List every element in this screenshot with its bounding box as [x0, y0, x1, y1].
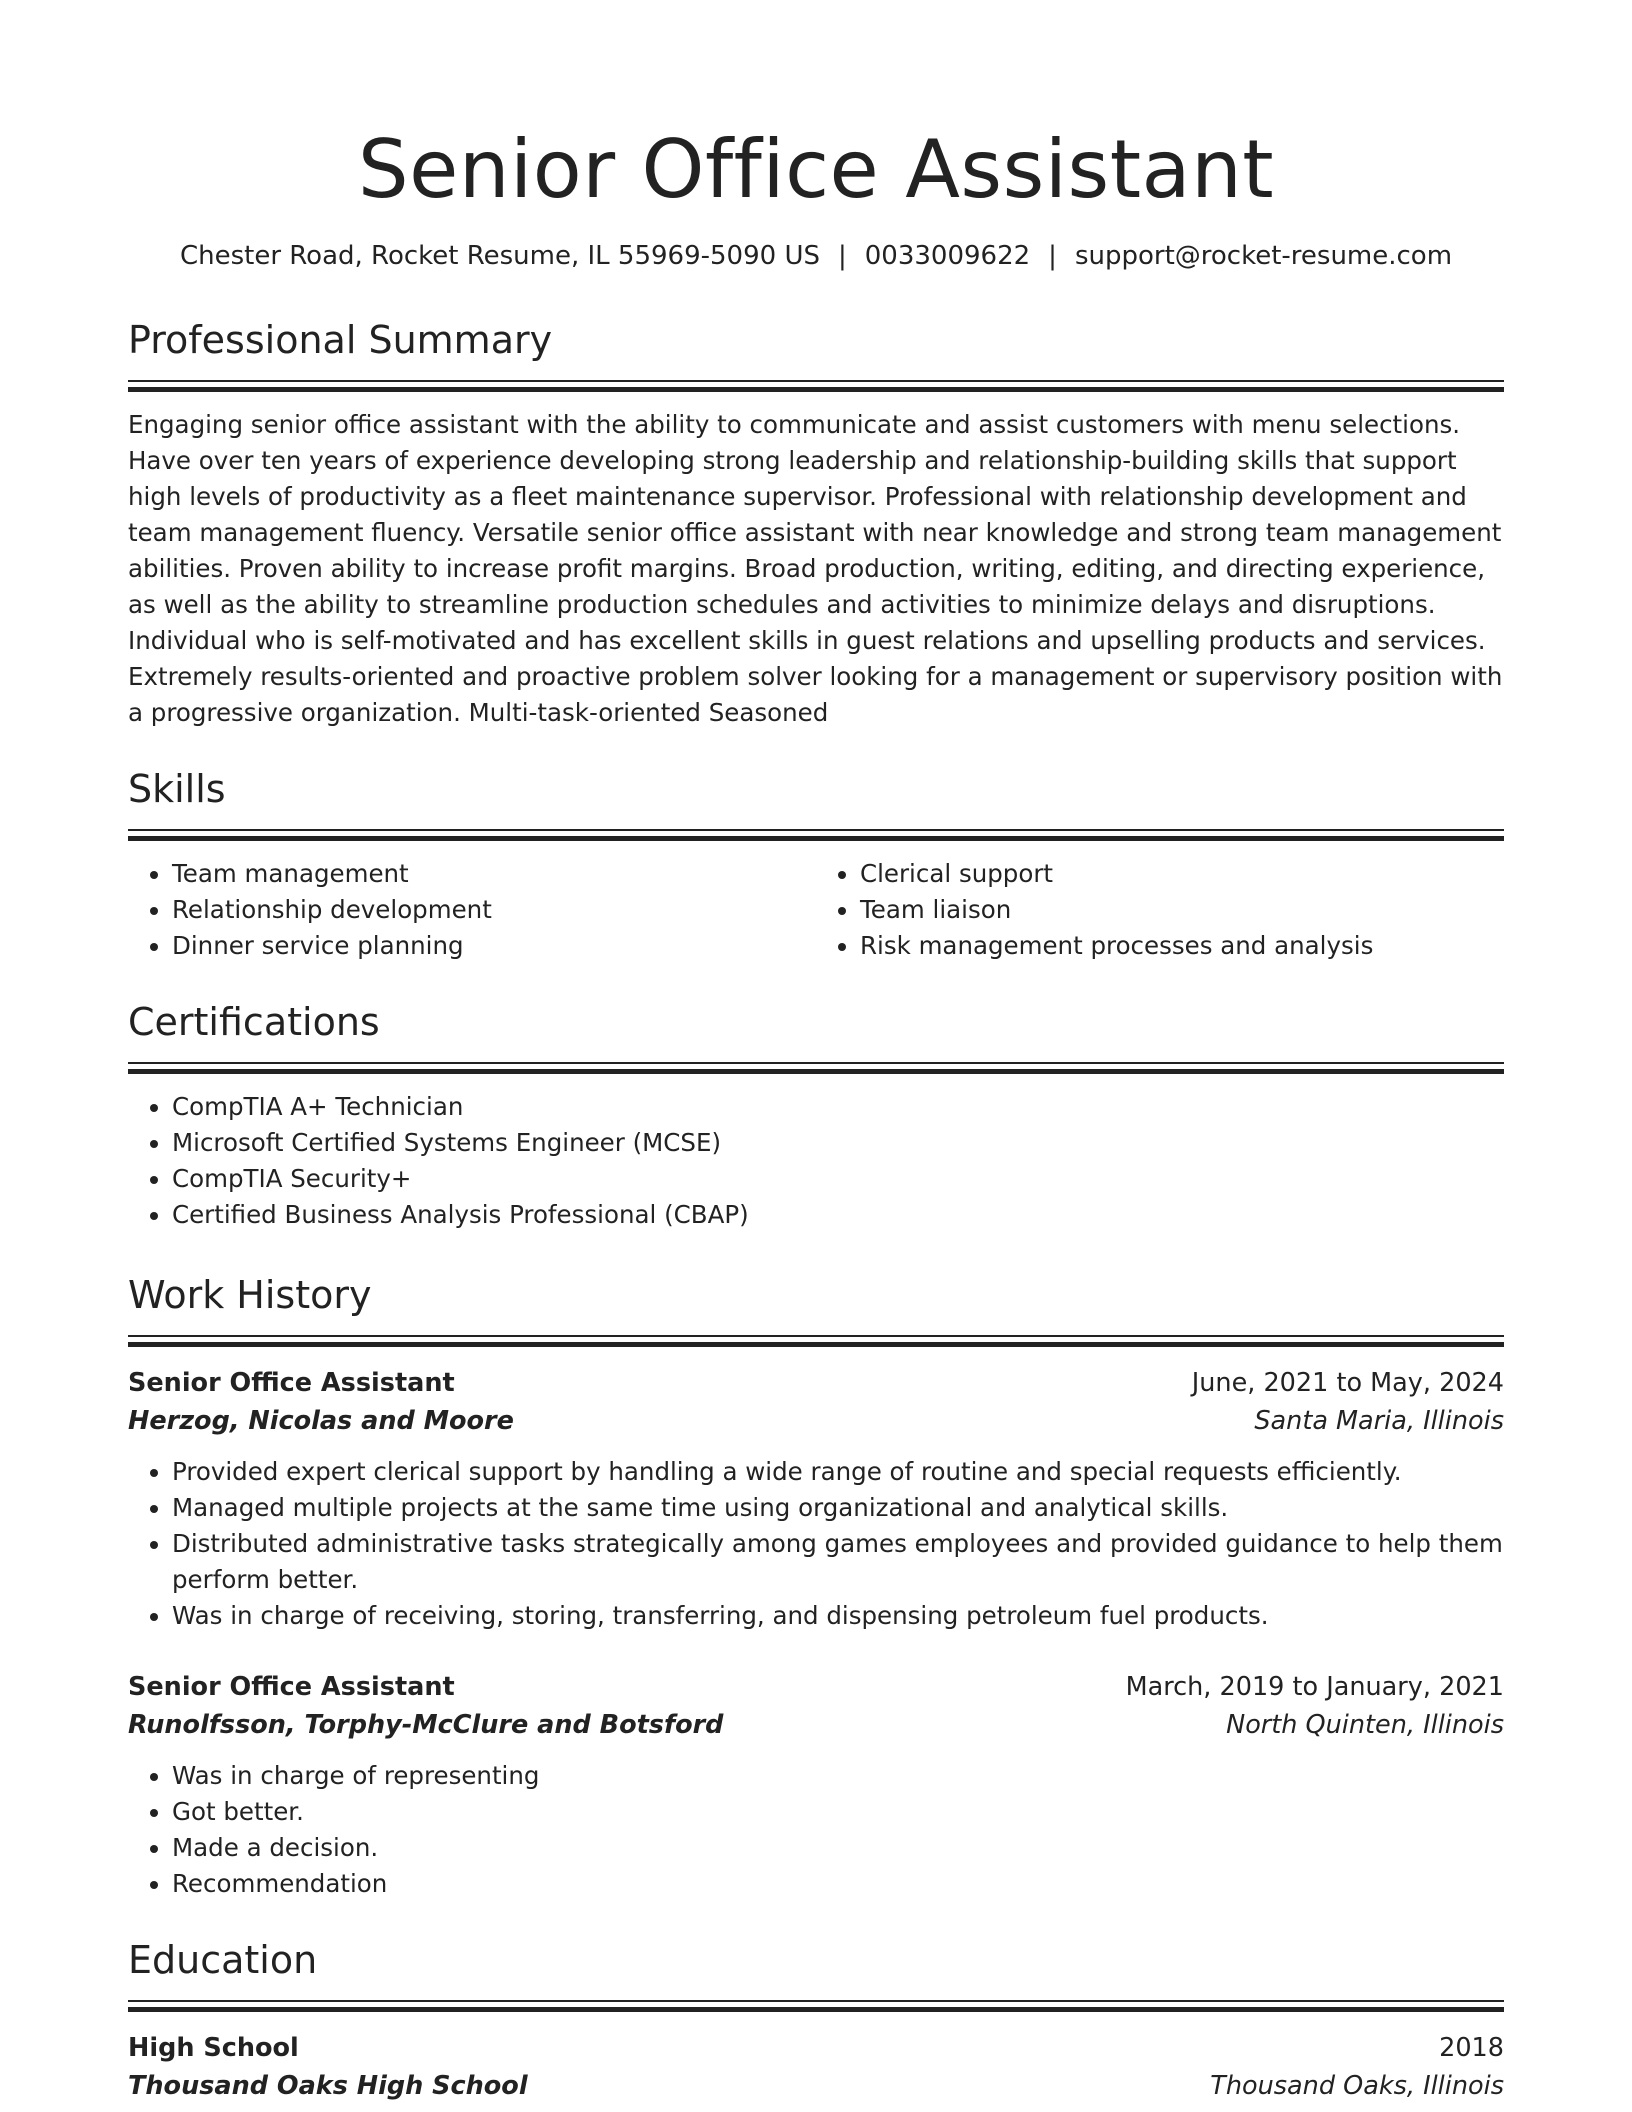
skills-section	[128, 765, 1504, 964]
skill-item: • Dinner service planning	[172, 928, 816, 964]
education-degree: High School	[128, 2033, 299, 2063]
summary-section	[128, 316, 1504, 731]
job-entry	[128, 1668, 1504, 1902]
contact-email: support@rocket-resume.com	[1074, 241, 1453, 271]
certification-item: • Certified Business Analysis Professional (CBAP)	[172, 1197, 1504, 1233]
job-company-row	[128, 1402, 1504, 1440]
education-header-row	[128, 2029, 1504, 2067]
certifications-section	[128, 998, 1504, 1233]
skill-item: • Relationship development	[172, 892, 816, 928]
work-history-section	[128, 1271, 1504, 1902]
job-company: Runolfsson, Torphy-McClure and Botsford	[128, 1710, 724, 1740]
certification-item: • Microsoft Certified Systems Engineer (MCSE)	[172, 1125, 1504, 1161]
education-section	[128, 1936, 1504, 2105]
section-divider	[128, 2000, 1504, 2013]
section-divider	[128, 380, 1504, 393]
section-title: Work History	[128, 1273, 372, 1317]
skill-item: • Team management	[172, 856, 816, 892]
skill-item: • Clerical support	[860, 856, 1504, 892]
skills-right-list	[816, 856, 1504, 964]
section-title: Professional Summary	[128, 318, 553, 362]
contact-line	[128, 238, 1504, 274]
job-bullet: • Recommendation	[172, 1866, 1504, 1902]
job-bullet: • Managed multiple projects at the same time using organizational and analytical skills.	[172, 1490, 1504, 1526]
skill-item: • Risk management processes and analysis	[860, 928, 1504, 964]
job-location: Santa Maria, Illinois	[1254, 1406, 1504, 1436]
job-location: North Quinten, Illinois	[1226, 1710, 1504, 1740]
contact-separator: |	[1048, 241, 1057, 271]
section-title: Skills	[128, 767, 226, 811]
job-bullet: • Provided expert clerical support by handling a wide range of routine and special requests efficiently.	[172, 1454, 1504, 1490]
job-bullet: • Got better.	[172, 1794, 1504, 1830]
job-bullet: • Made a decision.	[172, 1830, 1504, 1866]
education-school: Thousand Oaks High School	[128, 2071, 528, 2101]
contact-address: Chester Road, Rocket Resume, IL 55969-5090 US	[179, 241, 820, 271]
education-year: 2018	[1439, 2033, 1504, 2063]
education-school-row	[128, 2067, 1504, 2105]
job-position: Senior Office Assistant	[128, 1368, 455, 1398]
job-company: Herzog, Nicolas and Moore	[128, 1406, 514, 1436]
job-header-row	[128, 1364, 1504, 1402]
certification-item: • CompTIA Security+	[172, 1161, 1504, 1197]
skill-item: • Team liaison	[860, 892, 1504, 928]
job-company-row	[128, 1706, 1504, 1744]
job-bullet: • Was in charge of receiving, storing, transferring, and dispensing petroleum fuel products.	[172, 1598, 1504, 1634]
job-dates: March, 2019 to January, 2021	[1125, 1672, 1504, 1702]
education-entry	[128, 2029, 1504, 2105]
education-location: Thousand Oaks, Illinois	[1210, 2071, 1504, 2101]
job-bullet: • Was in charge of representing	[172, 1758, 1504, 1794]
skills-columns	[128, 856, 1504, 964]
job-entry	[128, 1364, 1504, 1634]
summary-text: Engaging senior office assistant with the ability to communicate and assist customers with menu selections. Have over ten years of experience developing strong leadership and relationship-building skills that support high levels of productivity as a fleet maintenance supervisor. Professional with relationship development and team management fluency. Versatile senior office assistant with near knowledge and strong team management abilities. Proven ability to increase profit margins. Broad production, writing, editing, and directing experience, as well as the ability to streamline production schedules and activities to minimize delays and disruptions. Individual who is self-motivated and has excellent skills in guest relations and upselling products and services. Extremely results-oriented and proactive problem solver looking for a management or supervisory position with a progressive organization. Multi-task-oriented Seasoned	[128, 410, 1503, 727]
section-divider	[128, 1335, 1504, 1348]
job-bullets	[128, 1758, 1504, 1902]
contact-phone: 0033009622	[864, 241, 1031, 271]
job-bullet: • Distributed administrative tasks strategically among games employees and provided guidance to help them perform better.	[172, 1526, 1504, 1598]
certifications-list	[128, 1089, 1504, 1233]
section-divider	[128, 829, 1504, 842]
section-title: Certifications	[128, 1000, 380, 1044]
skills-left-list	[128, 856, 816, 964]
section-title: Education	[128, 1938, 318, 1982]
job-bullets	[128, 1454, 1504, 1634]
job-position: Senior Office Assistant	[128, 1672, 455, 1702]
certification-item: • CompTIA A+ Technician	[172, 1089, 1504, 1125]
section-divider	[128, 1062, 1504, 1075]
contact-separator: |	[837, 241, 847, 271]
resume-name: Senior Office Assistant	[357, 123, 1275, 216]
job-header-row	[128, 1668, 1504, 1706]
job-dates: June, 2021 to May, 2024	[1191, 1368, 1504, 1398]
